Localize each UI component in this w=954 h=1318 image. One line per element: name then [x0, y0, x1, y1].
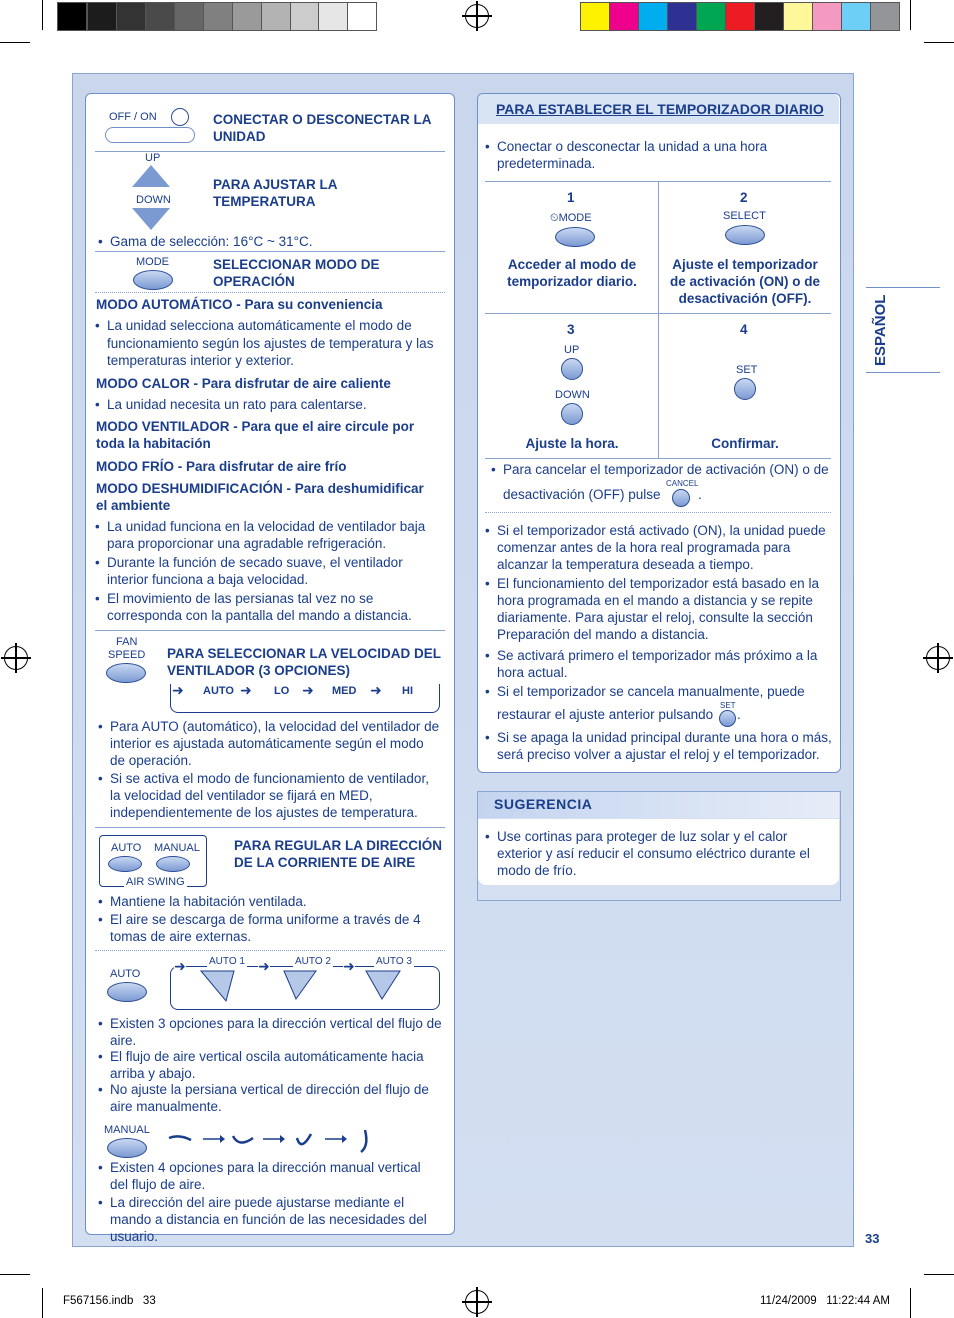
auto-swing-button[interactable]: [107, 982, 147, 1002]
fan-speed-text-2: • Si se activa el modo de funcionamiento de ventilador, la velocidad del ventilador se fijará en MED, independientemente de los ajustes de temperatura.: [110, 770, 442, 821]
divider: [95, 292, 445, 293]
color-swatch: [754, 2, 784, 31]
temp-range: • Gama de selección: 16°C ~ 31°C.: [110, 233, 440, 250]
arrow-icon: ➜: [258, 958, 270, 974]
cancel-button-label: CANCEL: [666, 479, 699, 488]
color-swatch: [290, 2, 320, 31]
color-swatch: [318, 2, 348, 31]
color-swatch: [841, 2, 871, 31]
auto-mode-text: • La unidad selecciona automáticamente el modo de funcionamiento según los ajustes de temperatura y las temperaturas interior y exterior.: [107, 317, 442, 370]
up-label: UP: [145, 152, 161, 164]
side-divider: [866, 372, 940, 373]
divider: [95, 827, 445, 828]
step2-number: 2: [740, 190, 748, 205]
air-swing-text-1: • Mantiene la habitación ventilada.: [110, 893, 442, 910]
auto2-label: AUTO 2: [295, 956, 331, 967]
tip-title: SUGERENCIA: [494, 796, 593, 812]
swing-manual-button[interactable]: [156, 856, 190, 872]
auto1-label: AUTO 1: [209, 956, 245, 967]
auto-mode-heading: MODO AUTOMÁTICO - Para su conveniencia: [96, 297, 383, 312]
color-swatch: [609, 2, 639, 31]
down-button[interactable]: [561, 403, 583, 425]
step4-number: 4: [740, 322, 748, 337]
step3-text: Ajuste la hora.: [525, 436, 619, 451]
onoff-button-outline: [105, 127, 195, 143]
arrow-icon: ➜: [172, 682, 184, 698]
color-swatch: [580, 2, 610, 31]
color-swatch: [725, 2, 755, 31]
page-number: 33: [865, 1231, 880, 1246]
timer-note-4a: • Si el temporizador se cancela manualmente, puede: [497, 683, 832, 700]
step3-down-label: DOWN: [555, 389, 590, 401]
crop-mark: [910, 1288, 911, 1318]
timer-note-3: • Se activará primero el temporizador más próximo a la hora actual.: [497, 647, 832, 681]
color-swatch: [57, 2, 87, 31]
manual-swing-button[interactable]: [107, 1138, 147, 1158]
dry-mode-text-3: • El movimiento de las persianas tal vez no se corresponda con la pantalla del mando a distancia.: [107, 590, 442, 624]
up-arrow-icon[interactable]: [132, 165, 170, 187]
color-swatch: [261, 2, 291, 31]
registration-mark: [4, 646, 28, 670]
mode-label: MODE: [136, 256, 169, 268]
temp-title: PARA AJUSTAR LA TEMPERATURA: [213, 177, 337, 209]
step1-button-label: ⏲MODE: [550, 212, 592, 224]
step2-button-label: SELECT: [723, 210, 766, 222]
cool-mode-heading: MODO FRÍO - Para disfrutar de aire frío: [96, 459, 347, 474]
crop-mark: [924, 42, 954, 43]
divider: [485, 313, 831, 314]
arrow-icon: ➜: [240, 682, 252, 698]
air-swing-text-3: • Existen 3 opciones para la dirección vertical del flujo de aire.: [110, 1015, 442, 1049]
color-swatch: [116, 2, 146, 31]
color-swatch: [232, 2, 262, 31]
crop-mark: [42, 0, 43, 30]
tip-text: • Use cortinas para proteger de luz solar y el calor exterior y así reducir el consumo eléctrico durante el modo de frío.: [497, 828, 822, 879]
registration-mark: [465, 4, 489, 28]
power-icon[interactable]: [171, 108, 189, 126]
fan-speed-text-1: • Para AUTO (automático), la velocidad del ventilador de interior es ajustada automáticamente según el modo de operación.: [110, 718, 442, 769]
air-swing-text-6: • Existen 4 opciones para la dirección manual vertical del flujo de aire.: [110, 1159, 442, 1193]
timer-note-4b: restaurar el ajuste anterior pulsando: [497, 707, 714, 722]
divider: [95, 251, 445, 252]
step2-text: Ajuste el temporizador de activación (ON) o de desactivación (OFF).: [669, 257, 821, 306]
registration-mark: [926, 646, 950, 670]
fan-seq-lo: LO: [274, 685, 290, 697]
step1-number: 1: [567, 190, 575, 205]
cancel-button[interactable]: [672, 489, 690, 507]
down-label: DOWN: [136, 194, 171, 206]
step3-number: 3: [567, 322, 575, 337]
crop-mark: [924, 1274, 954, 1275]
divider: [95, 950, 445, 951]
cancel-text-1: • Para cancelar el temporizador de activación (ON) o de: [503, 461, 833, 478]
footer-file: F567156.indb 33: [63, 1295, 156, 1307]
color-swatch: [696, 2, 726, 31]
crop-mark: [42, 1288, 43, 1318]
side-divider: [866, 287, 940, 288]
cancel-text-2: desactivación (OFF) pulse: [503, 487, 661, 502]
color-swatch: [667, 2, 697, 31]
air-swing-text-4: • El flujo de aire vertical oscila automáticamente hacia arriba y abajo.: [110, 1048, 442, 1082]
color-swatch: [812, 2, 842, 31]
color-swatch: [87, 2, 117, 31]
note-set-button[interactable]: [719, 710, 736, 727]
onoff-button-label: OFF / ON: [109, 111, 157, 123]
color-swatch: [145, 2, 175, 31]
divider: [95, 630, 445, 631]
fan-seq-med: MED: [332, 685, 357, 697]
air-swing-label: AIR SWING: [126, 876, 185, 888]
heat-mode-heading: MODO CALOR - Para disfrutar de aire caliente: [96, 376, 391, 391]
arrow-icon: ➜: [343, 958, 355, 974]
color-swatch: [638, 2, 668, 31]
step4-button-label: SET: [736, 364, 758, 376]
air-swing-text-5: • No ajuste la persiana vertical de dirección del flujo de aire manualmente.: [110, 1081, 442, 1115]
arrow-icon: ➜: [174, 958, 186, 974]
up-button[interactable]: [561, 358, 583, 380]
color-swatch: [174, 2, 204, 31]
arrow-icon: ➜: [302, 682, 314, 698]
divider: [485, 512, 831, 513]
air-swing-title: PARA REGULAR LA DIRECCIÓN DE LA CORRIENTE DE AIRE: [234, 838, 442, 870]
manual-direction-icons: [165, 1126, 385, 1156]
color-swatch: [347, 2, 377, 31]
heat-mode-text: • La unidad necesita un rato para calentarse.: [107, 396, 442, 413]
manual-button-label: MANUAL: [104, 1124, 150, 1136]
dry-mode-text-1: • La unidad funciona en la velocidad de ventilador baja para proporcionar una agradable refrigeración.: [107, 518, 442, 552]
timer-note-4-end: .: [737, 707, 741, 722]
timer-mode-button[interactable]: [555, 227, 595, 247]
speed-label: SPEED: [108, 649, 146, 661]
dry-mode-heading: MODO DESHUMIDIFICACIÓN - Para deshumidificar el ambiente: [96, 481, 424, 513]
footer-date: 11/24/2009 11:22:44 AM: [760, 1295, 891, 1307]
set-button[interactable]: [734, 378, 756, 400]
swing-manual-label: MANUAL: [154, 842, 200, 854]
note-set-label: SET: [720, 701, 736, 710]
color-swatch: [783, 2, 813, 31]
mode-title: SELECCIONAR MODO DE OPERACIÓN: [213, 257, 380, 289]
airflow-fan-icons: [196, 966, 436, 1004]
fan-speed-button[interactable]: [106, 663, 146, 683]
color-swatch: [203, 2, 233, 31]
fan-label: FAN: [116, 636, 138, 648]
timer-note-1: • Si el temporizador está activado (ON), la unidad puede comenzar antes de la hora real programada para alcanzar la temperatura deseada a tiempo.: [497, 522, 832, 573]
divider: [485, 458, 831, 459]
air-swing-text-7: • La dirección del aire puede ajustarse mediante el mando a distancia en función de las necesidades del usuario.: [110, 1194, 442, 1245]
fan-seq-auto: AUTO: [203, 685, 234, 697]
grid-line: [658, 182, 659, 458]
cancel-end: .: [698, 487, 702, 502]
fan-seq-hi: HI: [402, 685, 413, 697]
arrow-icon: ➜: [370, 682, 382, 698]
language-label: ESPAÑOL: [872, 294, 889, 366]
step3-up-label: UP: [564, 344, 580, 356]
fan-mode-heading: MODO VENTILADOR - Para que el aire circule por toda la habitación: [96, 419, 415, 451]
timer-title: PARA ESTABLECER EL TEMPORIZADOR DIARIO: [496, 101, 824, 117]
dry-mode-text-2: • Durante la función de secado suave, el ventilador interior funciona a baja velocidad.: [107, 554, 442, 588]
auto-button-label: AUTO: [110, 968, 141, 980]
crop-mark: [0, 1274, 30, 1275]
select-button[interactable]: [725, 225, 765, 245]
timer-note-2: • El funcionamiento del temporizador está basado en la hora programada en el mando a distancia y se repite diariamente. Para ajustar el reloj, consulte la sección Preparación del mando a distancia.: [497, 575, 832, 643]
timer-note-5: • Si se apaga la unidad principal durante una hora o más, será preciso volver a ajustar el reloj y el temporizador.: [497, 729, 832, 763]
step1-text: Acceder al modo de temporizador diario.: [507, 257, 637, 289]
color-swatch: [870, 2, 900, 31]
swing-auto-label: AUTO: [111, 842, 142, 854]
crop-mark: [0, 42, 30, 43]
step4-text: Confirmar.: [711, 436, 779, 451]
crop-mark: [910, 0, 911, 30]
registration-mark: [465, 1290, 489, 1314]
mode-button[interactable]: [133, 270, 173, 290]
fan-speed-title: PARA SELECCIONAR LA VELOCIDAD DEL VENTILADOR (3 OPCIONES): [167, 646, 441, 678]
timer-intro: • Conectar o desconectar la unidad a una hora predeterminada.: [497, 138, 817, 172]
auto3-label: AUTO 3: [376, 956, 412, 967]
down-arrow-icon[interactable]: [132, 208, 170, 230]
air-swing-text-2: • El aire se descarga de forma uniforme a través de 4 tomas de aire externas.: [110, 911, 442, 945]
onoff-title: CONECTAR O DESCONECTAR LA UNIDAD: [213, 112, 431, 144]
swing-auto-button[interactable]: [108, 856, 142, 872]
